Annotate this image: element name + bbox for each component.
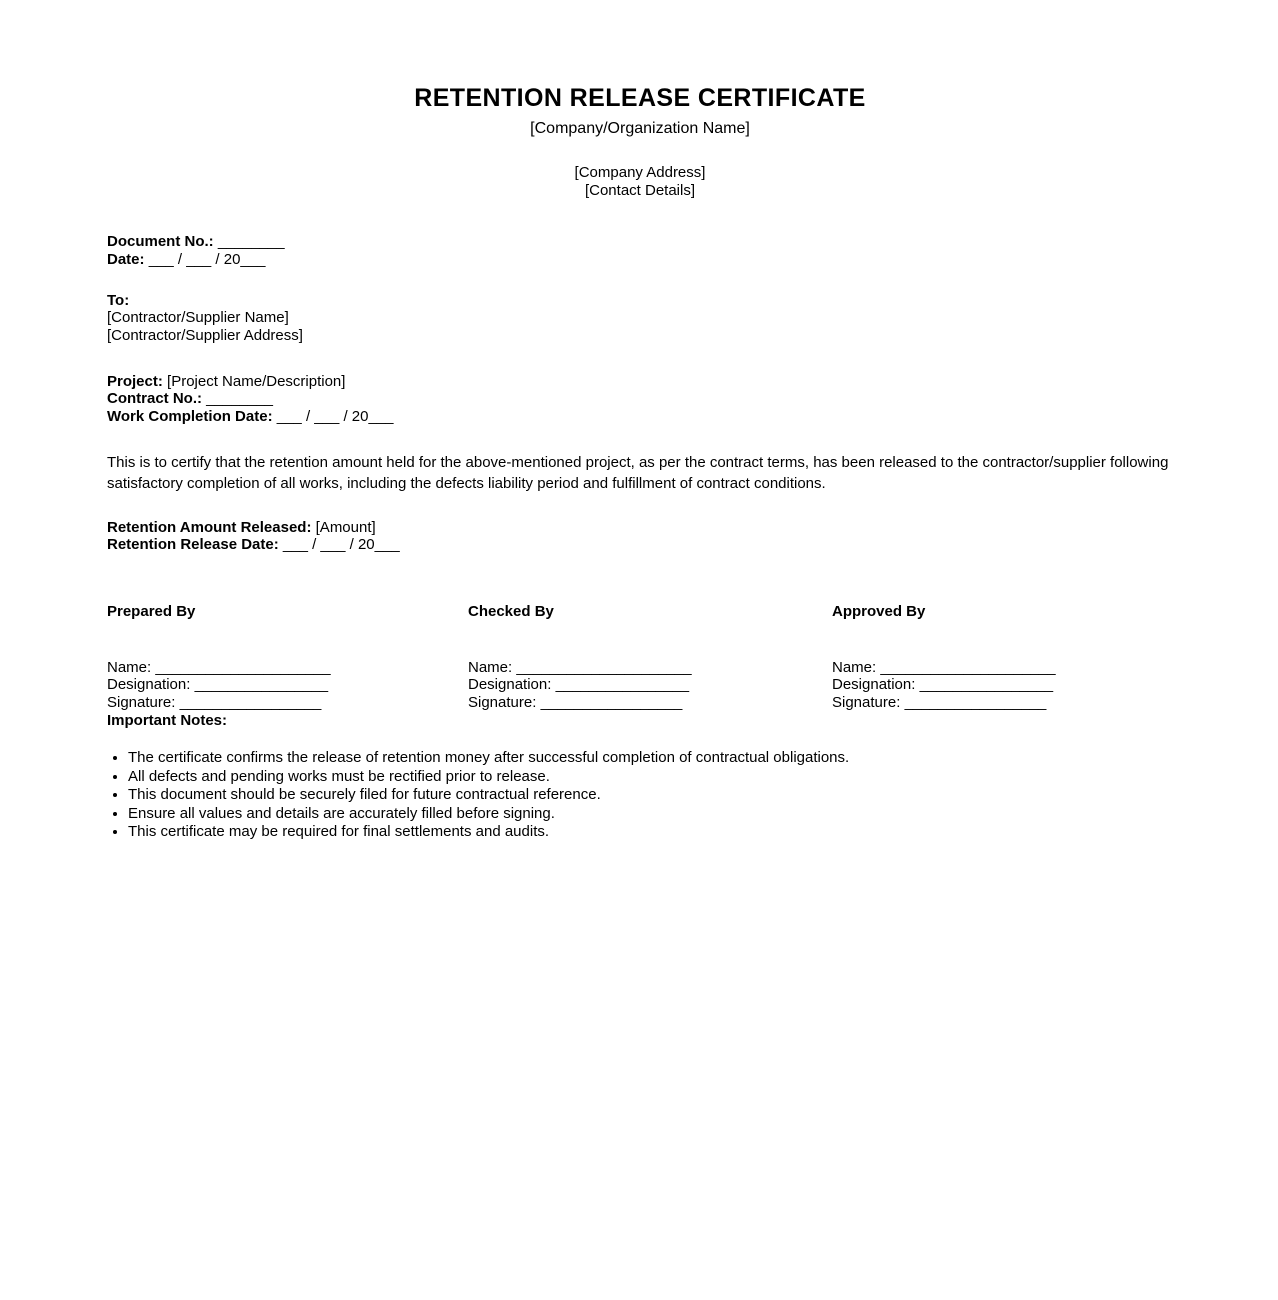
name-blank: _____________________ bbox=[516, 658, 692, 676]
name-blank: _____________________ bbox=[155, 658, 331, 676]
to-label: To: bbox=[107, 291, 130, 309]
designation-line bbox=[107, 676, 468, 694]
retention-date-label: Retention Release Date: bbox=[107, 536, 279, 554]
signature-column-approved bbox=[832, 603, 1173, 712]
designation-blank: ________________ bbox=[555, 676, 690, 694]
note-item: • The certificate confirms the release of retention money after successful completion of contractual obligations. bbox=[128, 749, 1173, 767]
signature-line bbox=[107, 694, 468, 712]
signature-blank: _________________ bbox=[904, 694, 1047, 712]
designation-label: Designation: bbox=[832, 676, 916, 694]
project-info-section bbox=[107, 373, 1173, 426]
designation-label: Designation: bbox=[468, 676, 552, 694]
signature-label: Signature: bbox=[107, 694, 176, 712]
signature-column-title: Prepared By bbox=[107, 603, 196, 621]
designation-label: Designation: bbox=[107, 676, 191, 694]
signature-fields bbox=[468, 659, 832, 712]
signature-column-title: Checked By bbox=[468, 603, 554, 621]
page-title: RETENTION RELEASE CERTIFICATE bbox=[414, 84, 866, 112]
signature-blank: _________________ bbox=[540, 694, 683, 712]
retention-section bbox=[107, 519, 1173, 554]
project-label: Project: bbox=[107, 372, 163, 390]
name-label: Name: bbox=[832, 658, 877, 676]
contractor-address-placeholder: [Contractor/Supplier Address] bbox=[107, 326, 303, 344]
note-item: • This certificate may be required for final settlements and audits. bbox=[128, 823, 1173, 841]
signature-fields bbox=[832, 659, 1173, 712]
note-item: • Ensure all values and details are accurately filled before signing. bbox=[128, 805, 1173, 823]
signature-column-prepared bbox=[107, 603, 468, 712]
signature-line bbox=[832, 694, 1173, 712]
company-address-placeholder: [Company Address] bbox=[574, 164, 706, 182]
contact-details-placeholder: [Contact Details] bbox=[584, 182, 696, 200]
retention-amount-line bbox=[107, 519, 1173, 537]
designation-line bbox=[832, 676, 1173, 694]
company-name-placeholder: [Company/Organization Name] bbox=[530, 119, 750, 137]
name-line bbox=[107, 659, 468, 677]
name-line bbox=[832, 659, 1173, 677]
name-label: Name: bbox=[468, 658, 513, 676]
designation-line bbox=[468, 676, 832, 694]
signature-line bbox=[468, 694, 832, 712]
signature-fields bbox=[107, 659, 468, 712]
date-label: Date: bbox=[107, 250, 145, 268]
retention-date-blank: ___ / ___ / 20___ bbox=[282, 536, 400, 554]
certification-paragraph: This is to certify that the retention amount held for the above-mentioned project, as per the contract terms, has been released to the contractor/supplier following satisfactory completion of all works, including the defects liability period and fulfillment of contract conditions. bbox=[107, 453, 1169, 492]
company-address-block bbox=[107, 164, 1173, 200]
document-number-line bbox=[107, 233, 1173, 251]
work-completion-label: Work Completion Date: bbox=[107, 407, 273, 425]
project-placeholder: [Project Name/Description] bbox=[167, 372, 346, 390]
name-label: Name: bbox=[107, 658, 152, 676]
document-info-section bbox=[107, 233, 1173, 268]
retention-amount-placeholder: [Amount] bbox=[315, 518, 376, 536]
signature-block bbox=[107, 603, 1173, 712]
signature-column-checked bbox=[468, 603, 832, 712]
note-item: • This document should be securely filed for future contractual reference. bbox=[128, 786, 1173, 804]
name-blank: _____________________ bbox=[880, 658, 1056, 676]
date-blank: ___ / ___ / 20___ bbox=[148, 250, 266, 268]
signature-label: Signature: bbox=[468, 694, 537, 712]
designation-blank: ________________ bbox=[919, 676, 1054, 694]
designation-blank: ________________ bbox=[194, 676, 329, 694]
contractor-name-placeholder: [Contractor/Supplier Name] bbox=[107, 309, 289, 327]
signature-label: Signature: bbox=[832, 694, 901, 712]
name-line bbox=[468, 659, 832, 677]
signature-blank: _________________ bbox=[179, 694, 322, 712]
project-line bbox=[107, 373, 1173, 391]
retention-date-line bbox=[107, 536, 1173, 554]
contract-number-line bbox=[107, 390, 1173, 408]
important-notes-heading: Important Notes: bbox=[107, 711, 227, 729]
work-completion-blank: ___ / ___ / 20___ bbox=[276, 407, 394, 425]
recipient-section bbox=[107, 292, 1173, 345]
work-completion-line bbox=[107, 408, 1173, 426]
signature-column-title: Approved By bbox=[832, 603, 926, 621]
important-notes-list bbox=[107, 749, 1173, 841]
date-line bbox=[107, 251, 1173, 269]
contract-number-label: Contract No.: bbox=[107, 390, 202, 408]
contract-number-blank: ________ bbox=[206, 390, 273, 408]
document-number-label: Document No.: bbox=[107, 233, 214, 251]
note-item: • All defects and pending works must be rectified prior to release. bbox=[128, 768, 1173, 786]
document-number-blank: ________ bbox=[217, 233, 285, 251]
retention-amount-label: Retention Amount Released: bbox=[107, 518, 312, 536]
